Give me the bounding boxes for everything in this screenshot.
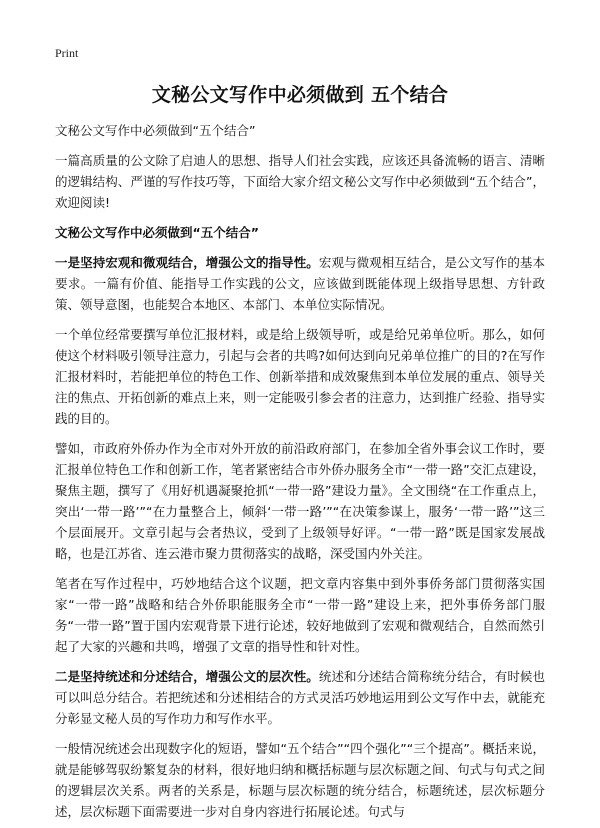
intro-paragraph [55,150,545,213]
paragraph-text: 一般情况统述会出现数字化的短语，譬如“五个结合”“四个强化”“三个提高”。概括来说，就是能够驾驭纷繁复杂的材料，很好地归纳和概括标题与层次标题之间、句式与句式之间的逻辑层次关系。两者的关系是，标题与层次标题的统分结合，标题统述，层次标题分述，层次标题下面需要进一步对自身内容进行拓展论述。句式与 [55,741,545,819]
body-paragraph [55,738,545,822]
point-one-paragraph [55,252,545,315]
section-heading [55,222,545,243]
body-paragraph [55,438,545,564]
point-two-paragraph [55,666,545,729]
paragraph-text: 譬如，市政府外侨办作为全市对外开放的前沿政府部门，在参加全省外事会议工作时，要汇报单位特色工作和创新工作，笔者紧密结合市外侨办服务全市“一带一路”交汇点建设，聚焦主题，撰写了《用好机遇凝聚抢抓“一带一路”建设力量》。全文围绕“在工作重点上，突出‘一带一路’”“在力量整合上，倾斜‘一带一路’”“在决策参谋上，服务‘一带一路’”这三个层面展开。文章引起与会者热议，受到了上级领导好评。“一带一路”既是国家发展战略，也是江苏省、连云港市聚力贯彻落实的战略，深受国内外关注。 [55,441,545,561]
heading-text: 文秘公文写作中必须做到“五个结合” [55,225,259,240]
body-paragraph [55,573,545,657]
paragraph-text: 统述和分述结合简称统分结合，有时候也可以叫总分结合。若把统述和分述相结合的方式灵活巧妙地运用到公文写作中去，就能充分彰显文秘人员的写作功力和写作水平。 [55,669,545,726]
point-lead-text: 一是坚持宏观和微观结合，增强公文的指导性。 [55,255,319,270]
document-title: 文秘公文写作中必须做到 五个结合 [151,84,449,106]
paragraph-text: 文秘公文写作中必须做到“五个结合” [55,123,256,138]
paragraph-text: 一个单位经常要撰写单位汇报材料，或是给上级领导听，或是给兄弟单位听。那么，如何使这个材料吸引领导注意力，引起与会者的共鸣?如何达到向兄弟单位推广的目的?在写作汇报材料时，若能把单位的特色工作、创新举措和成效聚焦到本单位发展的重点、领导关注的焦点、开拓创新的难点上来，则一定能吸引参会者的注意力，达到推广经验、指导实践的目的。 [55,327,545,426]
paragraph-text: 一篇高质量的公文除了启迪人的思想、指导人们社会实践，应该还具备流畅的语言、清晰的逻辑结构、严谨的写作技巧等，下面给大家介绍文秘公文写作中必须做到“五个结合”，欢迎阅读! [55,153,545,210]
print-link[interactable]: Print [55,46,79,60]
paragraph-text: 笔者在写作过程中，巧妙地结合这个议题，把文章内容集中到外事侨务部门贯彻落实国家“一带一路”战略和结合外侨职能服务全市“一带一路”建设上来，把外事侨务部门服务“一带一路”置于国内宏观背景下进行论述，较好地做到了宏观和微观结合，自然而然引起了大家的兴趣和共鸣，增强了文章的指导性和针对性。 [55,576,545,654]
paragraph-text: 宏观与微观相互结合，是公文写作的基本要求。一篇有价值、能指导工作实践的公文，应该做到既能体现上级指导思想、方针政策、领导意图，也能契合本地区、本部门、本单位实际情况。 [55,255,545,312]
point-lead-text: 二是坚持统述和分述结合，增强公文的层次性。 [55,669,319,684]
subtitle-paragraph [55,120,545,141]
document-body [55,120,545,828]
body-paragraph [55,324,545,429]
